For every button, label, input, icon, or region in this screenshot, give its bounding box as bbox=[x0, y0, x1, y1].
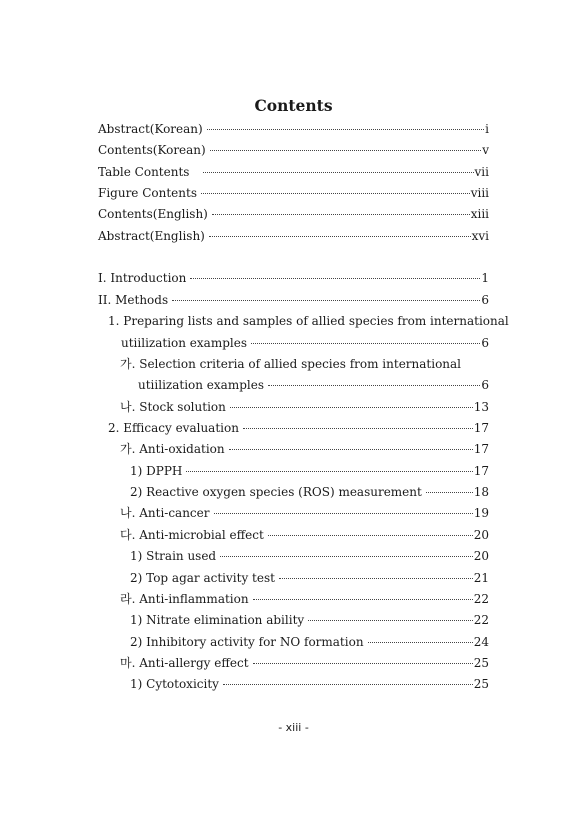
dot-leader bbox=[203, 172, 473, 173]
dot-leader bbox=[209, 236, 471, 237]
toc-entry[interactable] bbox=[98, 142, 489, 158]
dot-leader bbox=[268, 535, 473, 536]
toc-entry-page: 25 bbox=[473, 656, 489, 670]
toc-entry-page: xvi bbox=[471, 229, 489, 243]
toc-entry-subsection[interactable] bbox=[120, 591, 489, 607]
toc-entry-label: 2) Reactive oxygen species (ROS) measurement bbox=[130, 485, 422, 499]
toc-entry-page: 18 bbox=[473, 485, 489, 499]
toc-entry-page: 6 bbox=[481, 293, 489, 307]
toc-entry-subsection[interactable] bbox=[138, 377, 489, 393]
toc-entry-label: 2. Efficacy evaluation bbox=[108, 421, 239, 435]
toc-entry-label: 가. Anti-oxidation bbox=[120, 442, 225, 456]
toc-entry-page: 13 bbox=[473, 400, 489, 414]
toc-entry-chapter[interactable] bbox=[98, 292, 489, 308]
dot-leader bbox=[243, 428, 473, 429]
toc-entry-page: viii bbox=[470, 186, 489, 200]
toc-entry-section[interactable] bbox=[121, 335, 489, 351]
toc-entry-subsection[interactable] bbox=[120, 441, 489, 457]
toc-entry-label: Abstract(English) bbox=[98, 229, 205, 243]
page-title: Contents bbox=[254, 96, 333, 115]
toc-entry-page: vii bbox=[474, 165, 489, 179]
toc-entry[interactable] bbox=[98, 185, 489, 201]
toc-entry-page: 22 bbox=[473, 613, 489, 627]
dot-leader bbox=[308, 620, 473, 621]
toc-entry-label: I. Introduction bbox=[98, 271, 187, 285]
toc-entry-section[interactable] bbox=[108, 420, 489, 436]
toc-entry-page: 1 bbox=[481, 271, 489, 285]
toc-entry-label: Table Contents bbox=[98, 165, 190, 179]
dot-leader bbox=[201, 193, 470, 194]
toc-entry-label: 다. Anti-microbial effect bbox=[120, 528, 264, 542]
dot-leader bbox=[214, 513, 473, 514]
dot-leader bbox=[212, 214, 470, 215]
toc-entry[interactable] bbox=[98, 121, 489, 137]
toc-entry-label: 나. Anti-cancer bbox=[120, 506, 210, 520]
dot-leader bbox=[253, 599, 473, 600]
toc-entry-label-line1[interactable]: 1. Preparing lists and samples of allied species from international bbox=[108, 314, 509, 328]
dot-leader bbox=[368, 642, 473, 643]
toc-entry-item[interactable] bbox=[130, 570, 489, 586]
toc-entry-label: utiilization examples bbox=[121, 336, 247, 350]
dot-leader bbox=[220, 556, 473, 557]
toc-entry-label: Contents(English) bbox=[98, 207, 208, 221]
toc-entry-subsection[interactable] bbox=[120, 399, 489, 415]
toc-entry-item[interactable] bbox=[130, 634, 489, 650]
toc-entry-subsection[interactable] bbox=[120, 655, 489, 671]
toc-entry-page: 6 bbox=[481, 378, 489, 392]
dot-leader bbox=[172, 300, 480, 301]
toc-entry-label: 2) Inhibitory activity for NO formation bbox=[130, 635, 364, 649]
toc-entry-label: Abstract(Korean) bbox=[98, 122, 203, 136]
toc-entry-page: 22 bbox=[473, 592, 489, 606]
toc-entry-label: utiilization examples bbox=[138, 378, 264, 392]
toc-entry-page: 6 bbox=[481, 336, 489, 350]
toc-entry-subsection[interactable] bbox=[120, 505, 489, 521]
dot-leader bbox=[223, 684, 473, 685]
toc-entry-label: II. Methods bbox=[98, 293, 169, 307]
toc-entry-page: 25 bbox=[473, 677, 489, 691]
toc-entry-page: v bbox=[482, 143, 489, 157]
dot-leader bbox=[253, 663, 473, 664]
dot-leader bbox=[210, 150, 482, 151]
toc-entry-label: 2) Top agar activity test bbox=[130, 571, 275, 585]
toc-entry-page: 17 bbox=[473, 464, 489, 478]
dot-leader bbox=[268, 385, 480, 386]
toc-entry-page: 20 bbox=[473, 549, 489, 563]
dot-leader bbox=[186, 471, 472, 472]
toc-entry-label: 1) Nitrate elimination ability bbox=[130, 613, 305, 627]
toc-entry-item[interactable] bbox=[130, 612, 489, 628]
toc-entry-label: 라. Anti-inflammation bbox=[120, 592, 249, 606]
dot-leader bbox=[230, 407, 473, 408]
toc-entry-page: 24 bbox=[473, 635, 489, 649]
toc-entry-label: Figure Contents bbox=[98, 186, 197, 200]
toc-entry-subsection[interactable] bbox=[120, 527, 489, 543]
toc-entry-page: 17 bbox=[473, 442, 489, 456]
dot-leader bbox=[207, 129, 484, 130]
toc-entry-label-line1[interactable]: 가. Selection criteria of allied species from international bbox=[120, 357, 462, 371]
dot-leader bbox=[426, 492, 473, 493]
toc-entry-item[interactable] bbox=[130, 463, 489, 479]
dot-leader bbox=[190, 278, 480, 279]
toc-entry-label: Contents(Korean) bbox=[98, 143, 206, 157]
toc-entry-item[interactable] bbox=[130, 548, 489, 564]
page-number-footer: - xiii - bbox=[278, 721, 309, 734]
toc-entry-label: 마. Anti-allergy effect bbox=[120, 656, 249, 670]
toc-entry[interactable] bbox=[98, 206, 489, 222]
toc-entry-label: 1) Cytotoxicity bbox=[130, 677, 219, 691]
toc-entry-page: 20 bbox=[473, 528, 489, 542]
toc-entry-label: 나. Stock solution bbox=[120, 400, 226, 414]
dot-leader bbox=[229, 449, 473, 450]
toc-entry[interactable] bbox=[98, 164, 489, 180]
toc-entry-page: 19 bbox=[473, 506, 489, 520]
toc-entry-page: xiii bbox=[470, 207, 489, 221]
toc-entry-page: 17 bbox=[473, 421, 489, 435]
toc-entry-label: 1) Strain used bbox=[130, 549, 217, 563]
toc-entry-page: i bbox=[485, 122, 489, 136]
toc-entry-item[interactable] bbox=[130, 484, 489, 500]
toc-entry[interactable] bbox=[98, 228, 489, 244]
toc-entry-label: 1) DPPH bbox=[130, 464, 183, 478]
dot-leader bbox=[251, 343, 480, 344]
toc-entry-item[interactable] bbox=[130, 676, 489, 692]
dot-leader bbox=[279, 578, 473, 579]
toc-entry-page: 21 bbox=[473, 571, 489, 585]
toc-entry-chapter[interactable] bbox=[98, 270, 489, 286]
